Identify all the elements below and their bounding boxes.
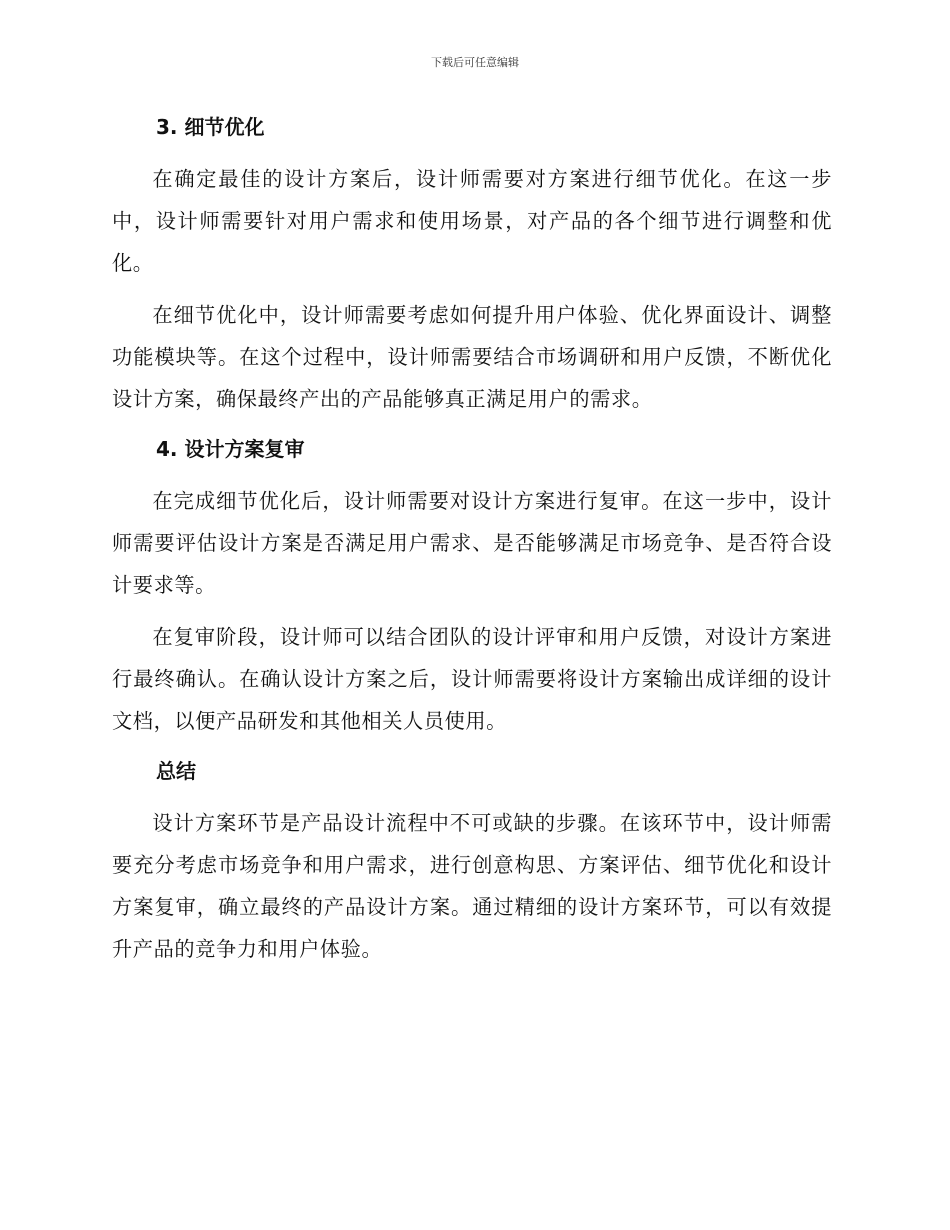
page-header-note: 下载后可任意编辑 bbox=[431, 56, 519, 69]
paragraph: 设计方案环节是产品设计流程中不可或缺的步骤。在该环节中，设计师需要充分考虑市场竞争和用户需求，进行创意构思、方案评估、细节优化和设计方案复审，确立最终的产品设计方案。通过精细的设计方案环节，可以有效提升产品的竞争力和用户体验。 bbox=[112, 811, 832, 961]
paragraph: 在细节优化中，设计师需要考虑如何提升用户体验、优化界面设计、调整功能模块等。在这个过程中，设计师需要结合市场调研和用户反馈，不断优化设计方案，确保最终产出的产品能够真正满足用户的需求。 bbox=[112, 303, 832, 411]
section-design-review bbox=[112, 430, 832, 742]
section-detail-optimization bbox=[112, 108, 832, 420]
paragraph: 在完成细节优化后，设计师需要对设计方案进行复审。在这一步中，设计师需要评估设计方案是否满足用户需求、是否能够满足市场竞争、是否符合设计要求等。 bbox=[112, 489, 832, 597]
section-summary bbox=[112, 752, 832, 970]
paragraph: 在复审阶段，设计师可以结合团队的设计评审和用户反馈，对设计方案进行最终确认。在确认设计方案之后，设计师需要将设计方案输出成详细的设计文档，以便产品研发和其他相关人员使用。 bbox=[112, 625, 832, 733]
paragraph: 在确定最佳的设计方案后，设计师需要对方案进行细节优化。在这一步中，设计师需要针对用户需求和使用场景，对产品的各个细节进行调整和优化。 bbox=[112, 167, 832, 275]
section-heading: 4. 设计方案复审 bbox=[156, 437, 305, 461]
section-heading: 3. 细节优化 bbox=[156, 115, 265, 139]
section-heading: 总结 bbox=[156, 759, 196, 783]
document-body bbox=[112, 108, 832, 980]
